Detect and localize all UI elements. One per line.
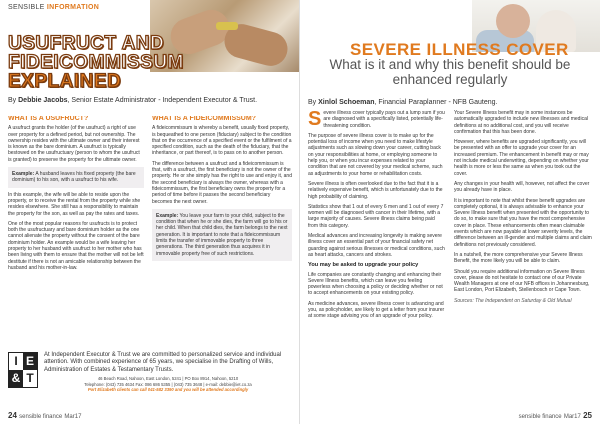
ad-contact: 46 Beach Road, Nahoon, East London, 5241 | PO Box 8914, Nahoon, 5210 Telephone: (043) 735 4634 Fax: 086 686 5355 | (043) 735 3648 | e-mail: debbie@iet.co.za Port Elizabeth clients can call 041-582 3390 and you will be attended accordingly — [84, 376, 252, 392]
article-subtitle: What is it and why this benefit should be enhanced regularly — [329, 57, 571, 87]
right-column-2: Your Severe Illness benefit may in some instances be automatically upgraded to include new illnesses and medical definitions at no additional cost, and you will receive confirmation that this has been done. However, where benefits are upgraded significantly, you will be presented with an offer to upgrade your cover for an increased premium. The enhancement in benefit may or may not include medical underwriting, depending on whether your health is more or less the same as when you took out the cover. Any changes in your health will, however, not affect the cover you already have in place. It is important to note that whilst these benefit upgrades are completely optional, it is always advisable to enhance your Severe Illness benefit when presented with the opportunity to do so, to make sure that you have the most comprehensive cover in place. These enhancements often mean claimable events which are now payable at lower severity levels, the difference between an ill-gender and multiple claims and claim definitions not previously considered. In a nutshell, the more comprehensive your Severe Illness Benefit, the more likely you will be able to claim. Should you require additional information on Severe Illness cover, please do not hesitate to contact one of our Private Wealth Managers at one of our NFB offices in Johannesburg, East London, Port Elizabeth, Stellenbosch or Cape Town. Sources: The Independent on Saturday & Old Mutual — [454, 110, 592, 304]
subheading-upgrade: You may be asked to upgrade your policy — [308, 262, 419, 269]
page-folio: sensible finance Mar17 25 — [518, 411, 592, 420]
example-box: Example: You leave your farm to your child, subject to the condition that when he or she dies, the farm will go to his or her child. When that child dies, the farm belongs to the next generation. It is important to note that a fideicommissum limits the transfer of immovable property to three generations. The third generation thus acquires it in immovable property free of such restrictions. — [152, 209, 292, 261]
advertisement — [8, 352, 292, 408]
left-column-2: WHAT IS A FIDEICOMMISSUM? A fideicommissum is whereby a benefit, usually fixed property, is bequeathed to one person (fiduciary) subject to the condition that on the occurrence of a specified event or the fulfilment of a specified condition, such as the death of the fiduciary, that the inheritance, or part thereof, is to pass on to another person. The difference between a usufruct and a fideicommissum is that, with a usufruct, the first beneficiary is not the owner of the property. He or she simply has the right to use and enjoy it, and the second beneficiary is always the owner, whereas with a fideicommissum, the first beneficiary owns the property for a period of time before it passes the second beneficiary becomes the next owner. Example: You leave your farm to your child, subject to the condition that when he or she dies, the farm will go to his or her child. When that child dies, the farm belongs to the next generation. It is important to note that a fideicommissum limits the transfer of immovable property to three generations. The third generation thus acquires it in immovable property free of such restrictions. — [152, 116, 292, 348]
article-title: SEVERE ILLNESS COVER — [350, 40, 569, 59]
ad-text: At Independent Executor & Trust we are committed to personalized service and individual attention. With combined experience of 65 years, we specialise in the Drafting of Wills, Administration of Estates & Testamentary Trusts. — [44, 352, 282, 373]
byline: By Debbie Jacobs, Senior Estate Administrator - Independent Executor & Trust. — [8, 97, 258, 104]
page-folio: 24 sensible finance Mar17 — [8, 411, 82, 420]
left-column-1: WHAT IS A USUFRUCT? A usufruct grants the holder (of the usufruct) a right of use over property for a defined period, but not ownership. The ownership resides with the ultimate owner and their interest is known as the bare dominium. A usufruct is typically bestowed on the usufructuary (person to whom the usufruct is granted) to preserve the property for the ultimate owner. Example: A husband leaves his fixed property (the bare dominium) to his son, with a usufruct to his wife. In this example, the wife will be able to reside upon the property, or to receive the rental from the property while she resides elsewhere. She still has a responsibility to maintain the property for the son, as well as pay the rates and taxes. One of the most popular reasons for usufructs is to protect both the usufructuary and bare dominium holder as the one cannot alienate the property without the consent of the bare dominium holder. An example would be a wife leaving her property to her husband with usufruct to her mother who has been living with them to ensure that the mother will not be left destitute if there is not an amicable relationship between the husband and his mother-in-law. — [8, 116, 144, 271]
section-tag: SENSIBLE INFORMATION — [8, 4, 100, 11]
sources: Sources: The Independent on Saturday & Old Mutual — [454, 297, 572, 304]
drop-cap: S — [308, 110, 322, 130]
heading-usufruct: WHAT IS A USUFRUCT? — [8, 116, 89, 122]
right-column-1: Severe illness cover typically pays out a lump sum if you are diagnosed with a specifically listed, potentially life-threatening condition. The purpose of severe illness cover is to make up for the potential loss of income when you need to make lifestyle adjustments such as slowing down your career, cutting back on your responsibilities at home, or employing someone to help you, or when you incur expenses related to your condition that are not covered by your medical scheme, such as adjustments to your home or rehabilitation costs. Severe illness is often overlooked due to the fact that it is a relatively expensive benefit, which is unfortunately due to the high probability of claiming. Statistics show that 1 out of every 6 men and 1 out of every 7 women will be diagnosed with cancer in their lifetime, with a large majority of causes. Severe illness claims being paid from this category. Medical advances and increasing longevity is making severe illness cover an essential part of your financial safety net guarding against serious illnesses or medical conditions, such as heart attacks, cancers and strokes. You may be asked to upgrade your policy Life companies are constantly changing and enhancing their Severe Illness benefits, which can leave you feeling powerless when choosing a policy or deciding whether or not to accept enhancements on your existing policy. As medicine advances, severe illness cover is advancing and you, as policyholder, are likely to get a letter from your insurer at some stage advising you of an upgrade of your policy. — [308, 110, 445, 320]
article-title: USUFRUCT AND FIDEICOMMISSUM EXPLAINED — [8, 33, 184, 92]
key-icon — [216, 22, 238, 30]
byline: By Xinlol Schoeman, Financial Paraplanner - NFB Gauteng. — [308, 99, 498, 106]
heading-fideicommissum: WHAT IS A FIDEICOMMISSUM? — [152, 116, 256, 122]
iet-logo-icon: I E & T — [8, 352, 38, 388]
right-page — [300, 0, 600, 424]
example-box: Example: A husband leaves his fixed property (the bare dominium) to his son, with a usufruct to his wife. — [8, 167, 144, 188]
